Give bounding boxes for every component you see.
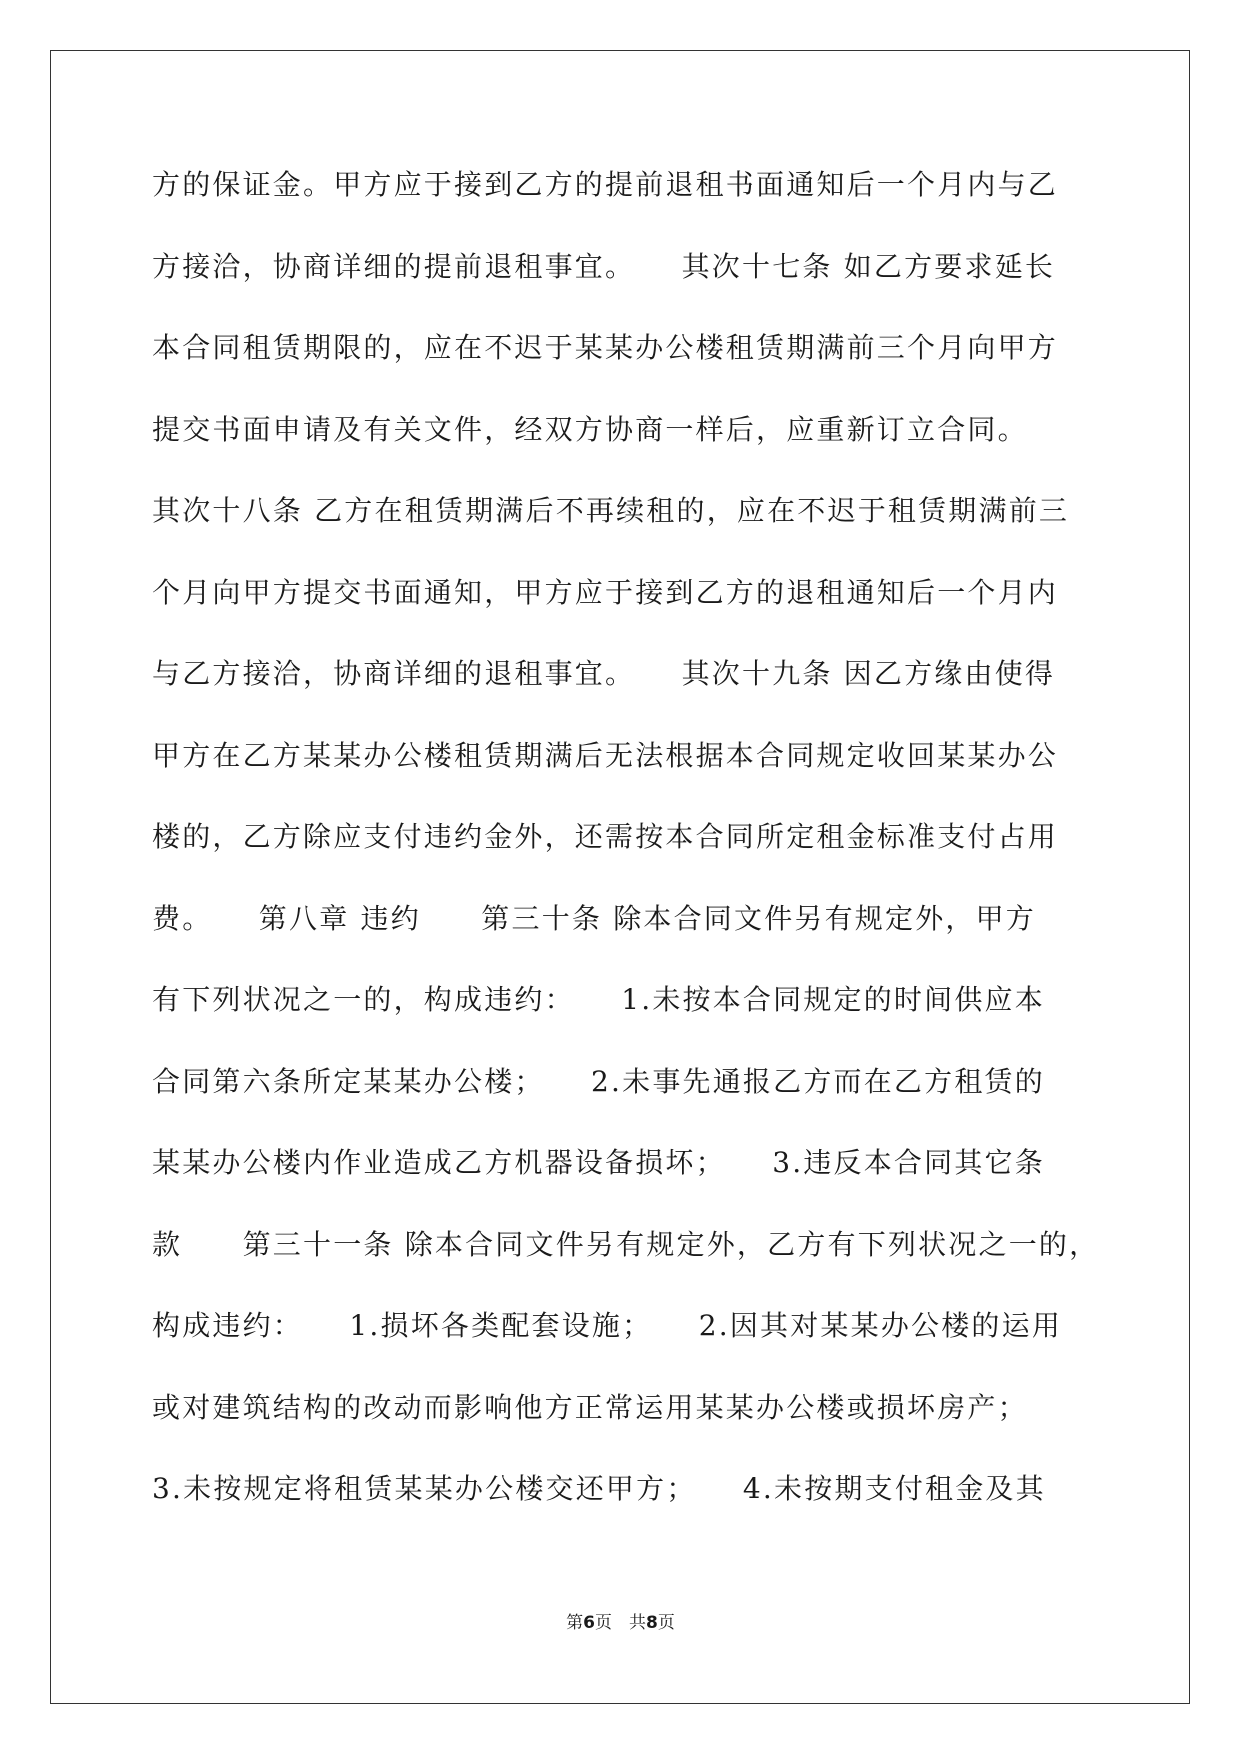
text-line-11: 有下列状况之一的，构成违约： 1.未按本合同规定的时间供应本 bbox=[152, 983, 1045, 1016]
text-line-9: 楼的，乙方除应支付违约金外，还需按本合同所定租金标准支付占用 bbox=[152, 820, 1059, 853]
footer-prefix: 第 bbox=[566, 1613, 584, 1633]
text-line-12: 合同第六条所定某某办公楼； 2.未事先通报乙方而在乙方租赁的 bbox=[152, 1064, 1045, 1098]
footer-total-suffix: 页 bbox=[657, 1613, 675, 1633]
text-line-14: 款 第三十一条 除本合同文件另有规定外，乙方有下列状况之一的， bbox=[152, 1227, 1100, 1261]
total-pages-number: 8 bbox=[646, 1613, 658, 1633]
text-line-16: 或对建筑结构的改动而影响他方正常运用某某办公楼或损坏房产； bbox=[152, 1390, 1028, 1424]
text-line-7: 与乙方接洽，协商详细的退租事宜。 其次十九条 因乙方缘由使得 bbox=[152, 657, 1056, 690]
footer-page-suffix: 页 共 bbox=[595, 1613, 646, 1633]
text-line-10: 费。 第八章 违约 第三十条 除本合同文件另有规定外，甲方 bbox=[152, 901, 1037, 935]
text-line-8: 甲方在乙方某某办公楼租赁期满后无法根据本合同规定收回某某办公 bbox=[152, 738, 1059, 772]
text-line-3: 本合同租赁期限的，应在不迟于某某办公楼租赁期满前三个月向甲方 bbox=[152, 331, 1059, 364]
text-line-4: 提交书面申请及有关文件，经双方协商一样后，应重新订立合同。 bbox=[152, 412, 1028, 446]
text-line-1: 方的保证金。甲方应于接到乙方的提前退租书面通知后一个月内与乙 bbox=[152, 168, 1059, 201]
text-line-2: 方接洽，协商详细的提前退租事宜。 其次十七条 如乙方要求延长 bbox=[152, 249, 1056, 283]
current-page-number: 6 bbox=[583, 1613, 595, 1633]
text-line-13: 某某办公楼内作业造成乙方机器设备损坏； 3.违反本合同其它条 bbox=[152, 1146, 1045, 1179]
text-line-6: 个月向甲方提交书面通知，甲方应于接到乙方的退租通知后一个月内 bbox=[152, 575, 1059, 609]
document-body bbox=[152, 165, 1100, 1551]
text-line-15: 构成违约： 1.损坏各类配套设施； 2.因其对某某办公楼的运用 bbox=[152, 1309, 1063, 1342]
text-line-5: 其次十八条 乙方在租赁期满后不再续租的，应在不迟于租赁期满前三 bbox=[152, 494, 1070, 527]
page-footer bbox=[0, 1608, 1241, 1633]
text-line-17: 3.未按规定将租赁某某办公楼交还甲方； 4.未按期支付租金及其 bbox=[152, 1472, 1046, 1505]
